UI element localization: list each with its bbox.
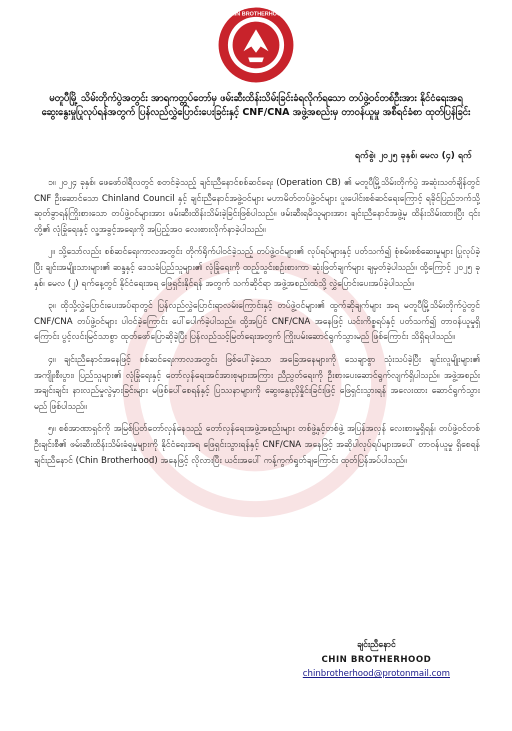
- paragraph-3: ၃။ ထိုသို့လွှဲပြောင်းပေးအပ်ရာတွင် ပြန်လည်လွှဲပြောင်းရာလမ်းကြောင်းနှင့် တပ်ဖွဲ့ဝင်များ၏ ထွက်ဆိုချက်များ အရ မတူပီမြို့သိမ်းတိုက်ပွဲတွင် CNF/CNA တပ်ဖွဲ့ဝင်များ ပါဝင်ခဲ့ကြောင်း ပေါ်ပေါက်ခဲ့ပါသည်။ ထို့အပြင် CNF/CNA အနေဖြင့် ယင်းကိစ္စရပ်နှင့် ပတ်သက်၍ တာဝန်ယူမှုရှိကြောင်း ပွင့်လင်းမြင်သာစွာ ထုတ်ဖော်ပြောဆိုခဲ့ပြီး ပြန်လည်သင့်မြတ်ရေးအတွက် ကြိုးပမ်းဆောင်ရွက်သွားမည် ဖြစ်ကြောင်း သိရှိရပါသည်။: [34, 301, 480, 343]
- contact-email-link[interactable]: chinbrotherhood@protonmail.com: [302, 669, 450, 679]
- document-title: မတူပီမြို့ သိမ်းတိုက်ပွဲအတွင်း အာရကတ္တပ်တော်မှ ဖမ်းဆီးထိန်းသိမ်းခြင်းခံရလိုက်ရသော တပ်ဖွဲ့ဝင်တစ်ဦးအား နိုင်ငံရေးအရ ဆွေးနွေးမှုပြုလုပ်ရန်အတွက် ပြန်လည်လွှဲပြောင်းပေးခြင်းနှင့် CNF/CNA အဖွဲ့အစည်းမှ တာဝန်ယူမှု အစီရင်ခံစာ ထုတ်ပြန်ခြင်း: [41, 93, 471, 118]
- paragraph-1: ၁။ ၂၀၂၄ ခုနှစ်၊ ဖေဖော်ဝါရီလတွင် စတင်ခဲ့သည့် ချင်းညီနောင်စစ်ဆင်ရေး (Operation CB) ၏ မတူပီမြို့သိမ်းတိုက်ပွဲ အဆုံးသတ်ချိန်တွင် CNF ဦးဆောင်သော Chinland Council နှင့် ချင်းညီနောင်အဖွဲ့ဝင်များ မဟာမိတ်တပ်ဖွဲ့ဝင်များ ပူးပေါင်းစစ်ဆင်ရေးကြောင့် ရခိုင်ပြည်ဘက်သို့ ဆုတ်ခွာရန်ကြိုးစားသော တပ်ဖွဲ့ဝင်များအား ဖမ်းဆီးထိန်းသိမ်းခဲ့ခြင်းဖြစ်ပါသည်။ ဖမ်းဆီးရမိသူများအား ချင်းညီနောင်အဖွဲ့မှ ထိန်းသိမ်းထားပြီး ၎င်းတို့၏ လုံခြုံရေးနှင့် လူ့အခွင့်အရေးကို အပြည့်အဝ လေးစားလိုက်နာခဲ့ပါသည်။: [34, 178, 480, 235]
- chin-brotherhood-logo: [217, 6, 295, 84]
- document-date: ရက်စွဲ၊ ၂၀၂၅ ခုနှစ်၊ မေလ (၄) ရက်: [354, 151, 472, 161]
- paragraph-4: ၄။ ချင်းညီနောင်အနေဖြင့် စစ်ဆင်ရေးကာလအတွင်း ဖြစ်ပေါ်ခဲ့သော အခြေအနေများကို သေချာစွာ သုံးသပ်ခဲ့ပြီး ချင်းလူမျိုးများ၏ အကျိုးစီးပွား၊ ပြည်သူများ၏ လုံခြုံရေးနှင့် တော်လှန်ရေးအင်အားစုများအကြား ညီညွတ်ရေးကို ဦးစားပေးဆောင်ရွက်လျက်ရှိပါသည်။ အဖွဲ့အစည်းအချင်းချင်း နားလည်မှုလွဲမှားခြင်းများ မဖြစ်ပေါ်စေရန်နှင့် ပြဿနာများကို ဆွေးနွေးညှိနှိုင်းခြင်းဖြင့် ဖြေရှင်းသွားရန် အလေးထား ဆောင်ရွက်သွားမည် ဖြစ်ပါသည်။: [34, 354, 480, 412]
- signature-block: [303, 638, 450, 682]
- paragraph-2: ၂။ သို့သော်လည်း စစ်ဆင်ရေးကာလအတွင်း တိုက်ရိုက်ပါဝင်ခဲ့သည့် တပ်ဖွဲ့ဝင်များ၏ လုပ်ရပ်များနှင့် ပတ်သက်၍ စုံစမ်းစစ်ဆေးမှုများ ပြုလုပ်ခဲ့ပြီး ချင်းအမျိုးသားများ၏ ဆန္ဒနှင့် ဒေသခံပြည်သူများ၏ လုံခြုံရေးကို ထည့်သွင်းစဉ်းစားကာ ဆုံးဖြတ်ချက်များ ချမှတ်ခဲ့ပါသည်။ ထို့ကြောင့် ၂၀၂၅ ခုနှစ်၊ မေလ (၂) ရက်နေ့တွင် နိုင်ငံရေးအရ ဖြေရှင်းနိုင်ရန် အတွက် သက်ဆိုင်ရာ အဖွဲ့အစည်းထံသို့ လွှဲပြောင်းပေးအပ်ခဲ့ပါသည်။: [34, 247, 480, 289]
- signature-org: CHIN BROTHERHOOD: [321, 654, 432, 665]
- signature-burmese-name: ချင်းညီနောင်: [356, 640, 396, 650]
- paragraph-5: ၅။ စစ်အာဏာရှင်ကို အမြစ်ပြတ်တော်လှန်နေသည့် တော်လှန်ရေးအဖွဲ့အစည်းများ တစ်ဖွဲ့နှင့်တစ်ဖွဲ့ အပြန်အလှန် လေးစားမှုရှိရန်၊ တပ်ဖွဲ့ဝင်တစ်ဦးချင်းစီ၏ ဖမ်းဆီးထိန်းသိမ်းခံရမှုများကို နိုင်ငံရေးအရ ဖြေရှင်းသွားရန်နှင့် CNF/CNA အနေဖြင့် အဆိုပါလုပ်ရပ်များအပေါ် တာဝန်ယူမှု ရှိစေရန် ချင်းညီနောင် (Chin Brotherhood) အနေဖြင့် လိုလားပြီး ယင်းအပေါ် ကန့်ကွက်ရှုတ်ချကြောင်း ထုတ်ပြန်အပ်ပါသည်။: [34, 424, 480, 466]
- document-body: [34, 176, 480, 476]
- logo-text: CHIN BROTHERHOOD: [226, 11, 286, 18]
